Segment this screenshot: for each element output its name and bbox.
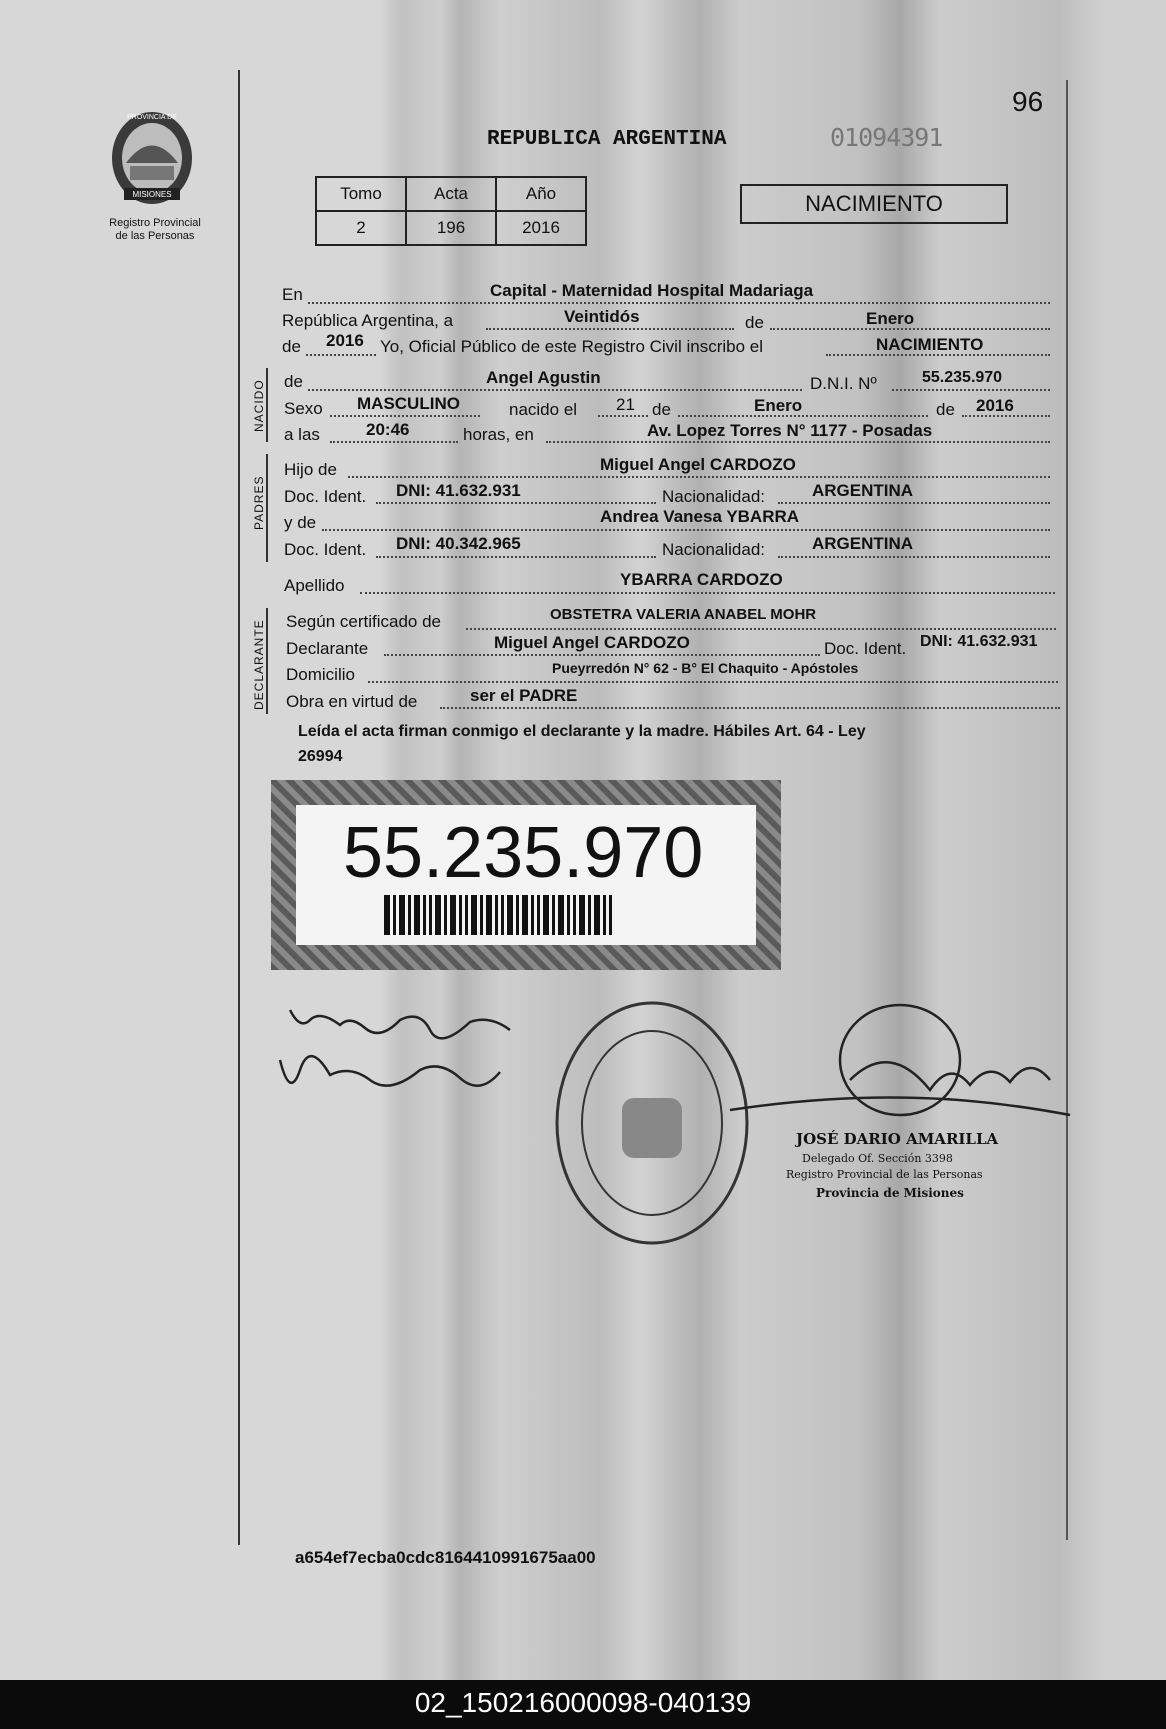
birth-month: Enero (754, 396, 803, 415)
place-value: Capital - Maternidad Hospital Madariaga (490, 281, 814, 300)
page-number: 96 (1012, 86, 1044, 117)
serial-number: 01094391 (830, 123, 943, 152)
right-margin-line (1066, 80, 1068, 1540)
provincial-seal-logo (104, 108, 200, 208)
section-bracket (266, 608, 268, 714)
dots (322, 529, 1050, 531)
document-hash: a654ef7ecba0cdc8164410991675aa00 (295, 1548, 596, 1567)
a-las-label: a las (284, 425, 320, 444)
yo-text: Yo, Oficial Público de este Registro Civil inscribo el (380, 337, 763, 356)
birth-year: 2016 (976, 396, 1014, 415)
dots (598, 415, 648, 417)
acta-value: 196 (406, 211, 496, 245)
birth-address: Av. Lopez Torres N° 1177 - Posadas (647, 421, 933, 440)
dots (308, 302, 1050, 304)
sticker-number: 55.235.970 (343, 813, 704, 893)
act-type-value: NACIMIENTO (876, 335, 984, 354)
dots (384, 654, 820, 656)
closing-text-line-1: Leída el acta firman conmigo el declarante y la madre. Hábiles Art. 64 - Ley (298, 723, 866, 740)
section-bracket (266, 368, 268, 442)
dots (376, 556, 656, 558)
dots (348, 476, 1050, 478)
official-org: Registro Provincial de las Personas (786, 1168, 983, 1181)
birth-day: 21 (616, 395, 635, 414)
y-de-label: y de (284, 513, 317, 532)
section-label-nacido: NACIDO (252, 379, 266, 432)
en-label: En (282, 285, 303, 304)
seal-bottom-text: MISIONES (132, 190, 172, 199)
left-margin-line (238, 70, 240, 1545)
doc-ident-label: Doc. Ident. (284, 540, 367, 559)
col-header-tomo: Tomo (316, 177, 406, 211)
country-title: REPUBLICA ARGENTINA (487, 128, 727, 151)
registry-table (315, 176, 587, 246)
col-header-ano: Año (496, 177, 586, 211)
logo-line-1: Registro Provincial (109, 217, 201, 229)
declarante-value: Miguel Angel CARDOZO (494, 633, 690, 652)
father-nationality: ARGENTINA (812, 481, 914, 500)
dots (778, 556, 1050, 558)
id-number-sticker (271, 780, 781, 970)
dots (678, 415, 928, 417)
hijo-de-label: Hijo de (284, 460, 337, 479)
barcode (384, 895, 612, 935)
dots (486, 328, 734, 330)
section-bracket (266, 454, 268, 562)
logo-line-2: de las Personas (115, 230, 195, 242)
nacionalidad-label: Nacionalidad: (662, 487, 766, 506)
section-label-padres: PADRES (252, 475, 266, 530)
horas-label: horas, en (463, 425, 534, 444)
col-header-acta: Acta (406, 177, 496, 211)
parent-signatures (270, 990, 570, 1120)
official-name: JOSÉ DARIO AMARILLA (796, 1130, 999, 1148)
nacido-de-label: de (284, 372, 303, 391)
apellido-label: Apellido (284, 576, 345, 595)
domicilio-value: Pueyrredón N° 62 - B° El Chaquito - Apóstoles (552, 660, 859, 676)
footer-id: 02_150216000098-040139 (414, 1687, 752, 1718)
de-label: de (652, 400, 671, 419)
obra-label: Obra en virtud de (286, 692, 418, 711)
sexo-value: MASCULINO (357, 394, 460, 413)
month-value: Enero (866, 309, 915, 328)
declarante-label: Declarante (286, 639, 369, 658)
dots (330, 441, 458, 443)
doc-ident-label: Doc. Ident. (824, 639, 907, 658)
dots (368, 681, 1058, 683)
obra-value: ser el PADRE (470, 686, 578, 705)
footer-bar (0, 1680, 1166, 1729)
republica-label: República Argentina, a (282, 311, 454, 330)
mother-name: Andrea Vanesa YBARRA (600, 507, 800, 526)
section-label-declarante: DECLARANTE (252, 619, 266, 710)
de-label: de (745, 313, 764, 332)
declarante-doc: DNI: 41.632.931 (920, 633, 1038, 650)
domicilio-label: Domicilio (286, 665, 355, 684)
de2-label: de (282, 337, 301, 356)
doc-type-box: NACIMIENTO (740, 184, 1008, 224)
dots (330, 415, 480, 417)
dots (466, 628, 1056, 630)
nacionalidad-label: Nacionalidad: (662, 540, 766, 559)
mother-nationality: ARGENTINA (812, 534, 914, 553)
sexo-label: Sexo (284, 399, 323, 418)
doc-ident-label: Doc. Ident. (284, 487, 367, 506)
dots (440, 707, 1060, 709)
dni-label: D.N.I. Nº (810, 374, 877, 393)
dots (546, 441, 1050, 443)
dots (360, 592, 1055, 594)
father-name: Miguel Angel CARDOZO (600, 455, 796, 474)
ano-value: 2016 (496, 211, 586, 245)
mother-doc: DNI: 40.342.965 (396, 534, 521, 553)
official-province: Provincia de Misiones (816, 1186, 964, 1200)
year-value: 2016 (326, 331, 364, 350)
seal-top-text: PROVINCIA DE (127, 114, 177, 121)
father-doc: DNI: 41.632.931 (396, 481, 521, 500)
dots (778, 502, 1050, 504)
dots (306, 354, 376, 356)
closing-text-line-2: 26994 (298, 748, 343, 765)
dots (376, 502, 656, 504)
tomo-value: 2 (316, 211, 406, 245)
child-dni: 55.235.970 (922, 369, 1003, 386)
de-label: de (936, 400, 955, 419)
dots (308, 389, 802, 391)
day-words-value: Veintidós (564, 307, 640, 326)
official-title: Delegado Of. Sección 3398 (802, 1152, 953, 1165)
certificate-value: OBSTETRA VALERIA ANABEL MOHR (550, 606, 817, 623)
birth-time: 20:46 (366, 420, 410, 439)
segun-certificado-label: Según certificado de (286, 612, 441, 631)
nacido-el-label: nacido el (509, 400, 578, 419)
dots (892, 389, 1050, 391)
registry-logo-caption (90, 217, 220, 243)
apellido-value: YBARRA CARDOZO (620, 570, 783, 589)
child-name: Angel Agustin (486, 368, 601, 387)
